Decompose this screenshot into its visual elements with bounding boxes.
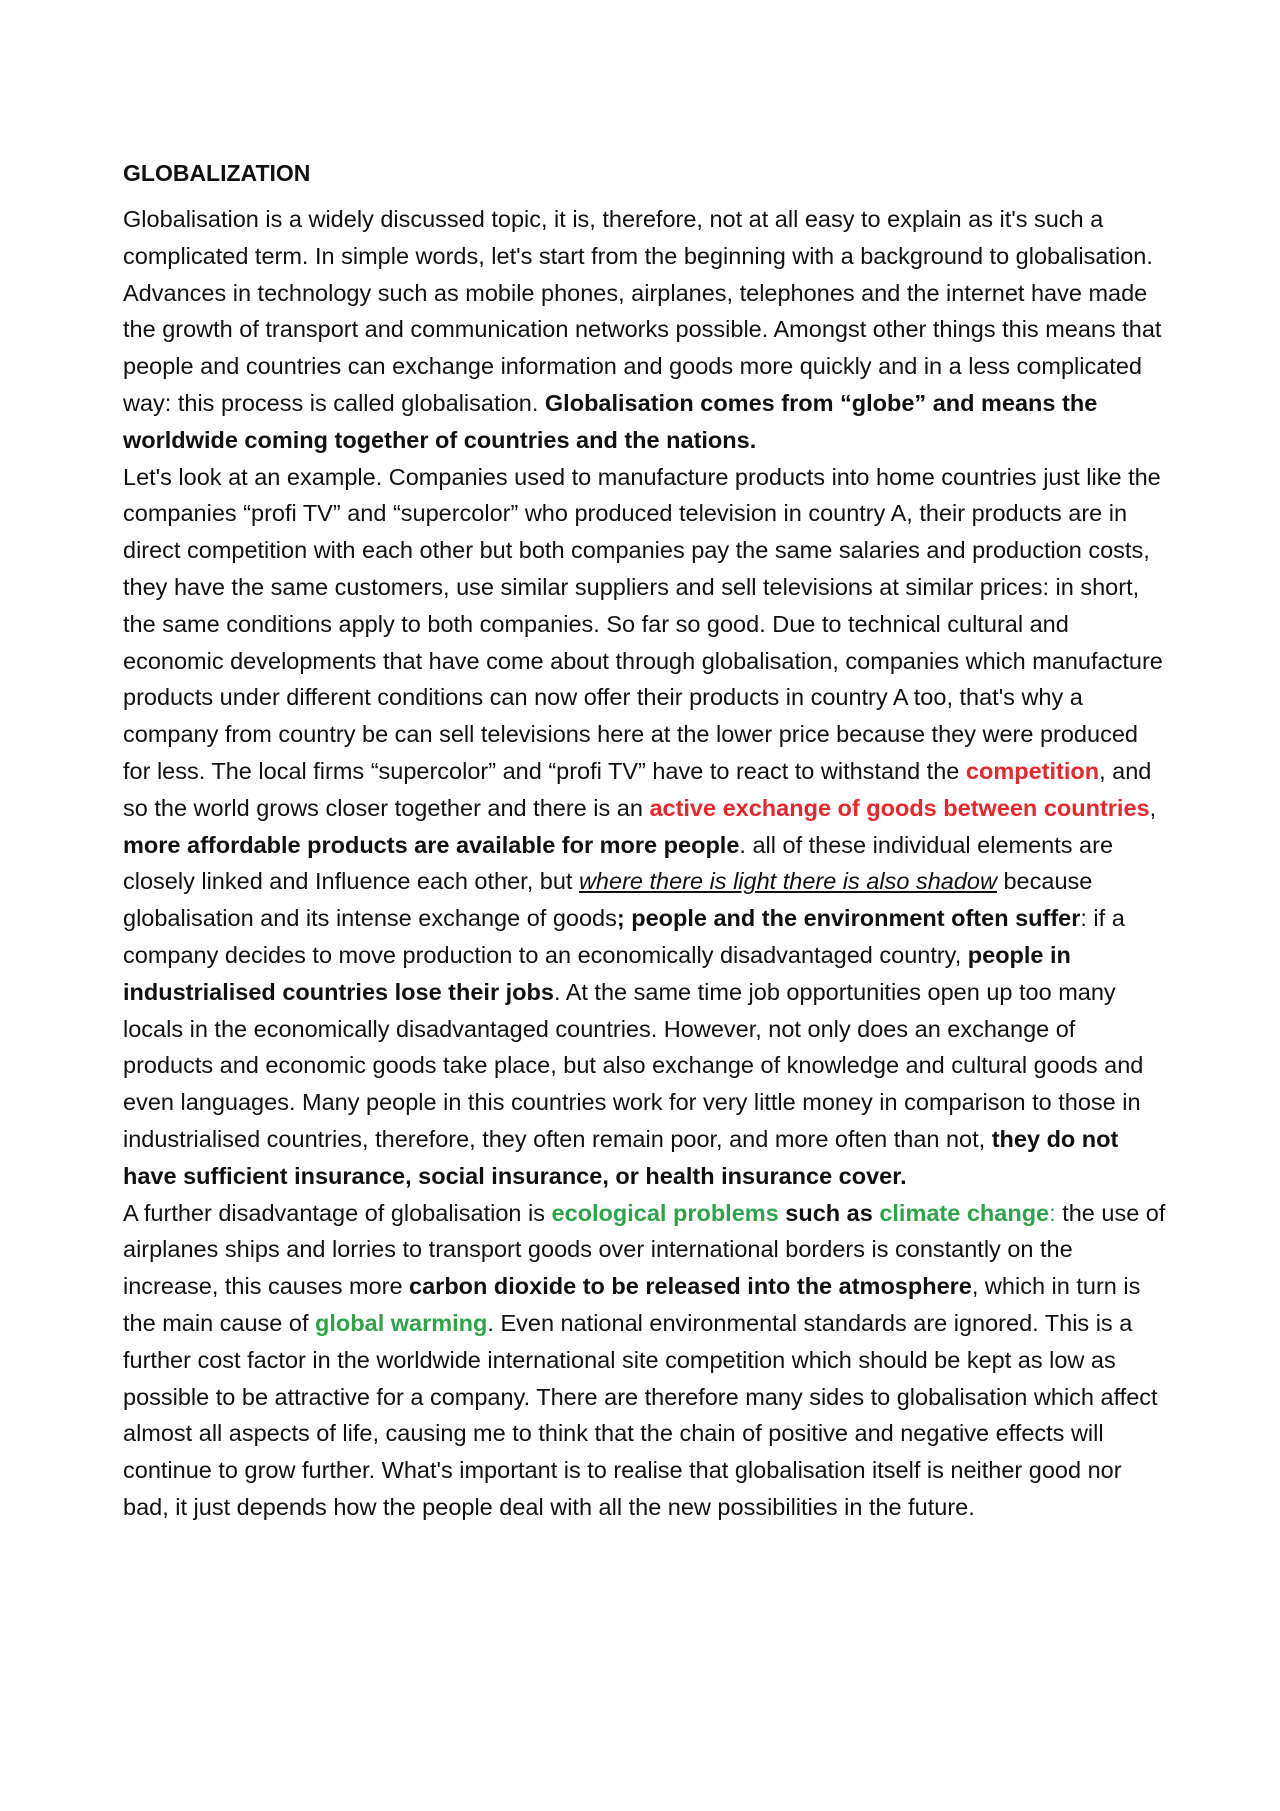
- paragraph-intro: [123, 201, 1168, 459]
- intro-text: Globalisation is a widely discussed topic, it is, therefore, not at all easy to explain as it's such a complicated term. In simple words, let's start from the beginning with a background to globalisation. Advances in technology such as mobile phones, airplanes, telephones and the internet have made the growth of transport and communication networks possible. Amongst other things this means that people and countries can exchange information and goods more quickly and in a less complicated way: this process is called globalisation.: [123, 206, 1162, 416]
- example-text-3: ,: [1149, 794, 1157, 821]
- highlight-active-exchange: active exchange of goods between countries: [649, 794, 1150, 821]
- green-colon: :: [1049, 1199, 1056, 1226]
- bold-such-as: such as: [785, 1199, 873, 1226]
- example-text-4: . all of these individual elements are closely linked and Influence each other, but: [123, 831, 1114, 895]
- disadvantage-text-1: A further disadvantage of globalisation is: [123, 1199, 545, 1226]
- bold-carbon-dioxide: carbon dioxide to be released into the atmosphere: [409, 1273, 972, 1300]
- document-title: GLOBALIZATION: [123, 160, 311, 186]
- highlight-ecological-problems: ecological problems: [551, 1199, 779, 1226]
- disadvantage-text-4: . Even national environmental standards are ignored. This is a further cost factor in the worldwide international site competition which should be kept as low as possible to be attractive for a company. There are therefore many sides to globalisation which affect almost all aspects of life, causing me to think that the chain of positive and negative effects will continue to grow further. What's important is to realise that globalisation itself is neither good nor bad, it just depends how the people deal with all the new possibilities in the future.: [123, 1309, 1158, 1520]
- bold-affordable-products: more affordable products are available for more people: [123, 831, 740, 858]
- example-text-6: : if a company decides to move production to an economically disadvantaged country,: [123, 905, 1125, 968]
- italic-underlined-shadow: where there is light there is also shadow: [578, 868, 997, 895]
- example-text-5: because globalisation and its intense exchange of goods: [123, 868, 1093, 932]
- highlight-global-warming: global warming: [315, 1309, 488, 1336]
- intro-definition-bold: Globalisation comes from “globe” and means the worldwide coming together of countries and the nations.: [123, 389, 1098, 453]
- example-text-1: Let's look at an example. Companies used to manufacture products into home countries just like the companies “profi TV” and “supercolor” who produced television in country A, their products are in direct competition with each other but both companies pay the same salaries and production costs, they have the same customers, use similar suppliers and sell televisions at similar prices: in short, the same conditions apply to both companies. So far so good. Due to technical cultural and economic developments that have come about through globalisation, companies which manufacture products under different conditions can now offer their products in country A too, that's why a company from country be can sell televisions here at the lower price because they were produced for less. The local firms “supercolor” and “profi TV” have to react to withstand the: [123, 463, 1163, 784]
- disadvantage-text-2: the use of airplanes ships and lorries to transport goods over international borders is constantly on the increase, this causes more: [123, 1199, 1166, 1300]
- example-text-2: , and so the world grows closer together and there is an: [123, 757, 1152, 821]
- highlight-competition: competition: [965, 757, 1100, 784]
- highlight-climate-change: climate change: [879, 1199, 1050, 1226]
- paragraph-disadvantage: [123, 1195, 1168, 1526]
- bold-lose-jobs: people in industrialised countries lose their jobs: [123, 941, 1071, 1005]
- disadvantage-text-3: , which in turn is the main cause of: [123, 1273, 1141, 1336]
- bold-insurance: they do not have sufficient insurance, social insurance, or health insurance cover.: [123, 1125, 1119, 1189]
- paragraph-example: [123, 459, 1168, 1195]
- bold-people-environment: ; people and the environment often suffer: [616, 905, 1081, 932]
- document-page: [123, 155, 1168, 1526]
- example-text-7: . At the same time job opportunities open up too many locals in the economically disadvantaged countries. However, not only does an exchange of products and economic goods take place, but also exchange of knowledge and cultural goods and even languages. Many people in this countries work for very little money in comparison to those in industrialised countries, therefore, they often remain poor, and more often than not,: [123, 978, 1144, 1152]
